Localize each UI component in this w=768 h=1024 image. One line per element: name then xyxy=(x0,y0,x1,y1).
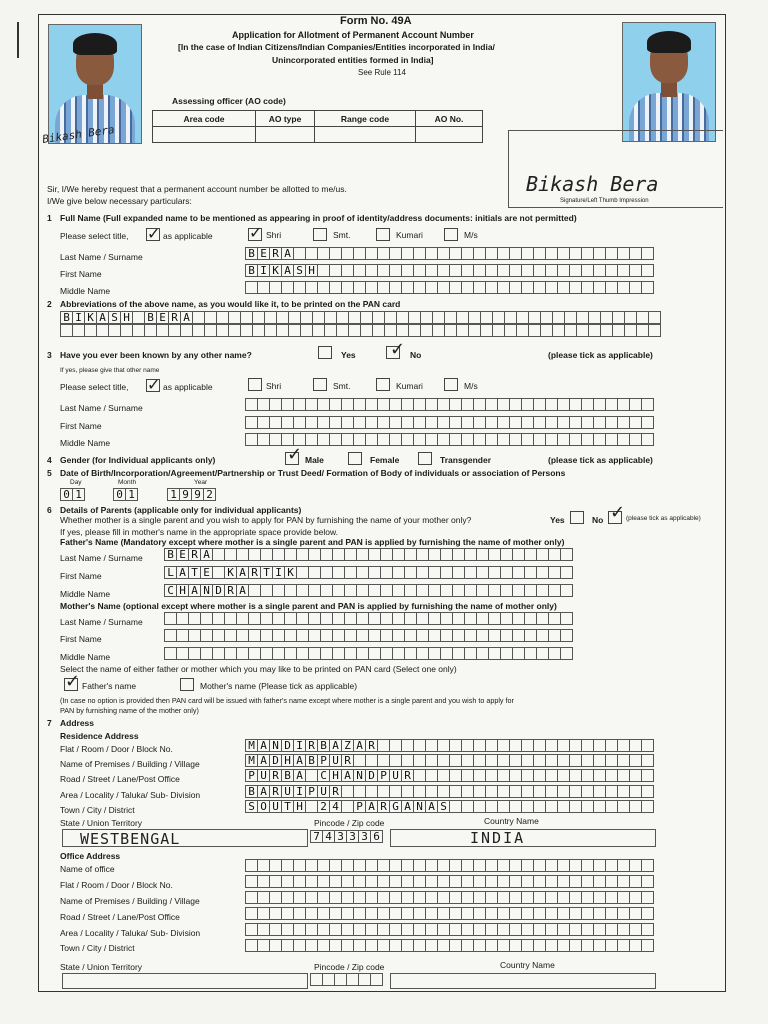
char-box: B xyxy=(144,311,157,324)
form-number: Form No. 49A xyxy=(340,15,412,27)
s4-note: (please tick as applicable) xyxy=(548,455,653,465)
s7-office-grid-2[interactable] xyxy=(245,891,653,904)
char-box: B xyxy=(317,739,330,752)
char-box: B xyxy=(60,311,73,324)
s1-shri-label: Shri xyxy=(266,230,282,240)
s7-res-grid-0[interactable] xyxy=(245,739,653,752)
s3-select-pre: Please select title, xyxy=(60,382,129,392)
s1-first-grid[interactable] xyxy=(245,264,653,277)
char-box xyxy=(641,939,654,952)
char-box: H xyxy=(120,311,133,324)
char-box: U xyxy=(317,785,330,798)
s6-question: Whether mother is a single parent and you wish to apply for PAN by furnishing the name of your mother only? xyxy=(60,515,472,525)
s3-if-yes: If yes, please give that other name xyxy=(60,367,160,374)
char-box: 6 xyxy=(370,830,383,843)
char-box xyxy=(560,647,573,660)
margin-mark xyxy=(17,22,19,58)
ao-range-input[interactable] xyxy=(315,127,416,143)
s1-title: Full Name (Full expanded name to be mentioned as appearing in proof of identity/address documents: initials are not permitted) xyxy=(60,213,577,223)
s6-father-first-grid[interactable] xyxy=(164,566,572,579)
char-box: 1 xyxy=(167,488,180,501)
s2-number: 2 xyxy=(47,299,52,309)
s6-father-last-label: Last Name / Surname xyxy=(60,553,143,563)
s1-smt-label: Smt. xyxy=(333,230,351,240)
char-box: A xyxy=(200,548,213,561)
char-box: 0 xyxy=(60,488,73,501)
s7-office-label-5: Town / City / District xyxy=(60,943,135,953)
char-box xyxy=(648,311,661,324)
char-box: T xyxy=(281,800,294,813)
char-box: N xyxy=(200,584,213,597)
s2-abbrev-grid[interactable] xyxy=(60,311,660,324)
s3-ms-box[interactable] xyxy=(444,378,458,391)
s7-res-grid-1[interactable] xyxy=(245,754,653,767)
char-box: Z xyxy=(341,739,354,752)
char-box: A xyxy=(176,566,189,579)
s7-office-grid-3[interactable] xyxy=(245,907,653,920)
char-box xyxy=(560,629,573,642)
char-box: S xyxy=(245,800,258,813)
char-box: B xyxy=(164,548,177,561)
char-box: A xyxy=(365,800,378,813)
s2-title: Abbreviations of the above name, as you would like it, to be printed on the PAN card xyxy=(60,299,401,309)
s7-pin-grid[interactable] xyxy=(310,830,382,843)
char-box: I xyxy=(72,311,85,324)
char-box: P xyxy=(353,800,366,813)
char-box: C xyxy=(164,584,177,597)
char-box: I xyxy=(293,739,306,752)
char-box: 2 xyxy=(317,800,330,813)
s7-office-pin-label: Pincode / Zip code xyxy=(314,962,385,972)
s6-note: (please tick as applicable) xyxy=(626,515,701,522)
s6-fill-note: If yes, please fill in mother's name in the appropriate space provide below. xyxy=(60,527,339,537)
char-box: E xyxy=(176,548,189,561)
photo-signature: Bikash Bera xyxy=(41,122,116,147)
char-box: R xyxy=(168,311,181,324)
char-box: A xyxy=(257,754,270,767)
s7-office-label-3: Road / Street / Lane/Post Office xyxy=(60,912,180,922)
char-box: T xyxy=(260,566,273,579)
char-box: U xyxy=(269,800,282,813)
s3-shri-box[interactable] xyxy=(248,378,262,391)
char-box: 4 xyxy=(322,830,335,843)
applicant-photo-right xyxy=(622,22,716,142)
s7-title: Address xyxy=(60,718,95,728)
char-box: S xyxy=(437,800,450,813)
char-box: R xyxy=(305,739,318,752)
s6-father-last-grid[interactable] xyxy=(164,548,572,561)
char-box: E xyxy=(257,247,270,260)
char-box: R xyxy=(401,769,414,782)
s1-middle-grid[interactable] xyxy=(245,281,653,294)
char-box: I xyxy=(257,264,270,277)
char-box: B xyxy=(305,754,318,767)
char-box: U xyxy=(257,769,270,782)
s1-shri-tick-icon: ✓ xyxy=(249,223,263,242)
s7-res-grid-2[interactable] xyxy=(245,769,653,782)
char-box: R xyxy=(269,769,282,782)
char-box: A xyxy=(257,785,270,798)
char-box: A xyxy=(353,739,366,752)
char-box: 1 xyxy=(125,488,138,501)
s3-kumari-label: Kumari xyxy=(396,381,423,391)
s6-title: Details of Parents (applicable only for individual applicants) xyxy=(60,505,302,515)
char-box: I xyxy=(293,785,306,798)
s3-no-tick-icon: ✓ xyxy=(390,339,406,360)
s5-day-grid[interactable] xyxy=(60,488,84,501)
char-box: 7 xyxy=(310,830,323,843)
s6-no-label: No xyxy=(592,515,604,525)
char-box: H xyxy=(305,264,318,277)
intro-line-1: Sir, I/We hereby request that a permanent account number be allotted to me/us. xyxy=(47,184,347,194)
char-box xyxy=(641,769,654,782)
char-box: D xyxy=(269,754,282,767)
char-box: P xyxy=(317,754,330,767)
s1-middle-label: Middle Name xyxy=(60,286,111,296)
s6-father-opt-label: Father's name xyxy=(82,681,137,691)
s7-office-grid-1[interactable] xyxy=(245,875,653,888)
s5-number: 5 xyxy=(47,468,52,478)
char-box xyxy=(648,324,661,337)
ao-code-table xyxy=(152,110,483,143)
char-box: B xyxy=(245,264,258,277)
char-box: R xyxy=(188,548,201,561)
char-box: E xyxy=(200,566,213,579)
s6-mother-first-grid[interactable] xyxy=(164,629,572,642)
form-subtitle-1: [In the case of Indian Citizens/Indian Companies/Entities incorporated in India/ xyxy=(178,42,495,52)
char-box: R xyxy=(377,800,390,813)
char-box: T xyxy=(188,566,201,579)
s7-office-country-label: Country Name xyxy=(500,960,555,970)
s1-smt-box[interactable] xyxy=(313,228,327,241)
char-box xyxy=(641,891,654,904)
char-box: B xyxy=(245,247,258,260)
s6-father-middle-grid[interactable] xyxy=(164,584,572,597)
char-box xyxy=(641,433,654,446)
s6-option-note-2: PAN by furnishing name of the mother only) xyxy=(60,706,199,715)
signature-caption: Signature/Left Thumb Impression xyxy=(560,198,649,204)
s6-yes-box[interactable] xyxy=(570,511,584,524)
char-box: 9 xyxy=(179,488,192,501)
char-box: 3 xyxy=(358,830,371,843)
char-box xyxy=(641,754,654,767)
char-box: B xyxy=(281,769,294,782)
char-box xyxy=(641,739,654,752)
s7-state-label: State / Union Territory xyxy=(60,818,143,828)
char-box xyxy=(641,247,654,260)
s6-mother-opt-box[interactable] xyxy=(180,678,194,691)
s7-state-value: WESTBENGAL xyxy=(80,830,181,848)
s6-yes-label: Yes xyxy=(550,515,565,525)
char-box: M xyxy=(245,739,258,752)
s7-office-pin-grid[interactable] xyxy=(310,973,382,986)
char-box xyxy=(370,973,383,986)
char-box: R xyxy=(269,247,282,260)
s1-number: 1 xyxy=(47,213,52,223)
ao-no-input[interactable] xyxy=(416,127,483,143)
s4-female-box[interactable] xyxy=(348,452,362,465)
char-box: A xyxy=(236,584,249,597)
s7-office-state-label: State / Union Territory xyxy=(60,962,143,972)
s7-residence-title: Residence Address xyxy=(60,731,139,741)
char-box: H xyxy=(281,754,294,767)
char-box xyxy=(560,584,573,597)
s6-mother-middle-label: Middle Name xyxy=(60,652,111,662)
s1-ms-box[interactable] xyxy=(444,228,458,241)
s7-res-grid-3[interactable] xyxy=(245,785,653,798)
char-box xyxy=(641,416,654,429)
char-box: A xyxy=(293,769,306,782)
s1-select-post: as applicable xyxy=(163,231,213,241)
char-box: D xyxy=(281,739,294,752)
char-box: K xyxy=(269,264,282,277)
form-title: Application for Allotment of Permanent Account Number xyxy=(232,30,474,40)
ao-area-input[interactable] xyxy=(153,127,256,143)
char-box xyxy=(560,566,573,579)
s6-father-opt-tick-icon: ✓ xyxy=(65,671,81,692)
char-box xyxy=(641,264,654,277)
char-box: 3 xyxy=(334,830,347,843)
char-box: P xyxy=(245,769,258,782)
char-box xyxy=(560,548,573,561)
s7-office-state-field[interactable] xyxy=(62,973,308,989)
char-box: 2 xyxy=(203,488,216,501)
char-box xyxy=(641,800,654,813)
s3-kumari-box[interactable] xyxy=(376,378,390,391)
ao-type-input[interactable] xyxy=(256,127,315,143)
s3-note: (please tick as applicable) xyxy=(548,350,653,360)
char-box: M xyxy=(245,754,258,767)
s6-no-tick-icon: ✓ xyxy=(610,502,626,523)
s6-father-title: Father's Name (Mandatory except where mother is a single parent and PAN is applied by furnishing the name of mother only) xyxy=(60,537,565,547)
char-box: P xyxy=(377,769,390,782)
char-box xyxy=(641,398,654,411)
form-subtitle-2: Unincorporated entities formed in India] xyxy=(272,55,434,65)
char-box: A xyxy=(425,800,438,813)
s7-country-label: Country Name xyxy=(484,816,539,826)
char-box: E xyxy=(156,311,169,324)
char-box: I xyxy=(272,566,285,579)
s5-month-grid[interactable] xyxy=(113,488,137,501)
char-box: U xyxy=(389,769,402,782)
s4-female-label: Female xyxy=(370,455,400,465)
char-box: R xyxy=(329,785,342,798)
s6-mother-last-label: Last Name / Surname xyxy=(60,617,143,627)
s5-year-label: Year xyxy=(194,479,208,486)
s3-middle-label: Middle Name xyxy=(60,438,111,448)
char-box: R xyxy=(224,584,237,597)
s5-month-label: Month xyxy=(118,479,137,486)
char-box: N xyxy=(413,800,426,813)
char-box: A xyxy=(96,311,109,324)
s7-office-label-1: Flat / Room / Door / Block No. xyxy=(60,880,173,890)
char-box: G xyxy=(389,800,402,813)
s3-number: 3 xyxy=(47,350,52,360)
s1-kumari-box[interactable] xyxy=(376,228,390,241)
s7-office-label-0: Name of office xyxy=(60,864,115,874)
char-box: A xyxy=(257,739,270,752)
char-box: A xyxy=(293,754,306,767)
char-box: B xyxy=(245,785,258,798)
char-box xyxy=(641,859,654,872)
char-box: H xyxy=(293,800,306,813)
char-box xyxy=(641,281,654,294)
s7-office-label-4: Area / Locality / Taluka/ Sub- Division xyxy=(60,928,201,938)
ao-area-header: Area code xyxy=(153,111,256,127)
s2-abbrev-grid-2[interactable] xyxy=(60,324,660,337)
s7-office-country-field[interactable] xyxy=(390,973,656,989)
char-box: 9 xyxy=(191,488,204,501)
char-box: P xyxy=(305,785,318,798)
char-box: R xyxy=(365,739,378,752)
s6-father-first-label: First Name xyxy=(60,571,102,581)
char-box: S xyxy=(293,264,306,277)
signature-box[interactable] xyxy=(508,130,723,208)
s3-select-post: as applicable xyxy=(163,382,213,392)
char-box: N xyxy=(269,739,282,752)
s7-res-label-0: Flat / Room / Door / Block No. xyxy=(60,744,173,754)
char-box: U xyxy=(329,754,342,767)
rule-ref: See Rule 114 xyxy=(358,68,406,77)
s6-father-middle-label: Middle Name xyxy=(60,589,111,599)
char-box: 3 xyxy=(346,830,359,843)
s7-office-label-2: Name of Premises / Building / Village xyxy=(60,896,200,906)
s7-res-label-4: Town / City / District xyxy=(60,805,135,815)
s7-country-value: INDIA xyxy=(470,829,526,847)
s5-title: Date of Birth/Incorporation/Agreement/Partnership or Trust Deed/ Formation of Body of individuals or association of Persons xyxy=(60,468,566,478)
s3-shri-label: Shri xyxy=(266,381,282,391)
s3-title: Have you ever been known by any other name? xyxy=(60,350,252,360)
s7-office-grid-5[interactable] xyxy=(245,939,653,952)
s4-number: 4 xyxy=(47,455,52,465)
char-box: D xyxy=(365,769,378,782)
s1-ms-label: M/s xyxy=(464,230,478,240)
char-box: 4 xyxy=(329,800,342,813)
s1-first-label: First Name xyxy=(60,269,102,279)
s1-sample-tick-icon: ✓ xyxy=(147,224,161,243)
char-box xyxy=(641,785,654,798)
char-box xyxy=(560,612,573,625)
s6-mother-first-label: First Name xyxy=(60,634,102,644)
s7-office-grid-0[interactable] xyxy=(245,859,653,872)
char-box: 0 xyxy=(113,488,126,501)
char-box: N xyxy=(353,769,366,782)
char-box: K xyxy=(284,566,297,579)
s3-middle-grid[interactable] xyxy=(245,433,653,446)
s5-year-grid[interactable] xyxy=(167,488,215,501)
s6-mother-opt-label: Mother's name (Please tick as applicable) xyxy=(200,681,358,691)
s3-last-label: Last Name / Surname xyxy=(60,403,143,413)
s1-last-label: Last Name / Surname xyxy=(60,252,143,262)
char-box: K xyxy=(224,566,237,579)
s4-title: Gender (for Individual applicants only) xyxy=(60,455,216,465)
s3-yes-label: Yes xyxy=(341,350,356,360)
char-box: A xyxy=(281,264,294,277)
char-box: K xyxy=(84,311,97,324)
s7-res-label-2: Road / Street / Lane/Post Office xyxy=(60,774,180,784)
char-box: O xyxy=(257,800,270,813)
s3-smt-label: Smt. xyxy=(333,381,351,391)
char-box: U xyxy=(281,785,294,798)
s4-male-label: Male xyxy=(305,455,324,465)
s5-day-label: Day xyxy=(70,479,82,486)
s6-mother-middle-grid[interactable] xyxy=(164,647,572,660)
s7-res-grid-4[interactable] xyxy=(245,800,653,813)
s7-office-title: Office Address xyxy=(60,851,121,861)
s3-smt-box[interactable] xyxy=(313,378,327,391)
s6-mother-title: Mother's Name (optional except where mother is a single parent and PAN is applied by furnishing the name of mother only) xyxy=(60,601,557,611)
char-box: A xyxy=(329,739,342,752)
char-box: S xyxy=(108,311,121,324)
char-box: A xyxy=(341,769,354,782)
signature: Bikash Bera xyxy=(526,172,659,196)
s7-res-label-1: Name of Premises / Building / Village xyxy=(60,759,200,769)
s6-number: 6 xyxy=(47,505,52,515)
s1-select-pre: Please select title, xyxy=(60,231,129,241)
char-box: R xyxy=(248,566,261,579)
char-box: A xyxy=(180,311,193,324)
intro-line-2: I/We give below necessary particulars: xyxy=(47,196,192,206)
s6-option-note-1: (In case no option is provided then PAN card will be issued with father's name except where mother is a single parent and you wish to apply for xyxy=(60,696,514,705)
char-box: H xyxy=(329,769,342,782)
s3-no-label: No xyxy=(410,350,422,360)
char-box: R xyxy=(341,754,354,767)
char-box: A xyxy=(281,247,294,260)
char-box: A xyxy=(188,584,201,597)
s3-last-grid[interactable] xyxy=(245,398,653,411)
char-box: D xyxy=(212,584,225,597)
ao-type-header: AO type xyxy=(256,111,315,127)
s3-first-label: First Name xyxy=(60,421,102,431)
s7-res-label-3: Area / Locality / Taluka/ Sub- Division xyxy=(60,790,201,800)
char-box: R xyxy=(269,785,282,798)
char-box: H xyxy=(176,584,189,597)
s3-ms-label: M/s xyxy=(464,381,478,391)
char-box xyxy=(641,875,654,888)
ao-no-header: AO No. xyxy=(416,111,483,127)
s3-first-grid[interactable] xyxy=(245,416,653,429)
s7-pin-label: Pincode / Zip code xyxy=(314,818,385,828)
s6-mother-last-grid[interactable] xyxy=(164,612,572,625)
s4-transgender-box[interactable] xyxy=(418,452,432,465)
s1-last-grid[interactable] xyxy=(245,247,653,260)
char-box: A xyxy=(401,800,414,813)
s7-number: 7 xyxy=(47,718,52,728)
char-box: L xyxy=(164,566,177,579)
ao-range-header: Range code xyxy=(315,111,416,127)
char-box xyxy=(641,923,654,936)
char-box: 1 xyxy=(72,488,85,501)
char-box xyxy=(641,907,654,920)
s1-kumari-label: Kumari xyxy=(396,230,423,240)
s7-office-grid-4[interactable] xyxy=(245,923,653,936)
s6-select-name: Select the name of either father or mother which you may like to be printed on PAN card (Select one only) xyxy=(60,664,457,674)
s4-transgender-label: Transgender xyxy=(440,455,492,465)
char-box: C xyxy=(317,769,330,782)
ao-label: Assessing officer (AO code) xyxy=(172,96,286,106)
s3-sample-tick-icon: ✓ xyxy=(147,375,161,394)
s4-male-tick-icon: ✓ xyxy=(287,444,303,465)
char-box: A xyxy=(236,566,249,579)
s3-yes-box[interactable] xyxy=(318,346,332,359)
